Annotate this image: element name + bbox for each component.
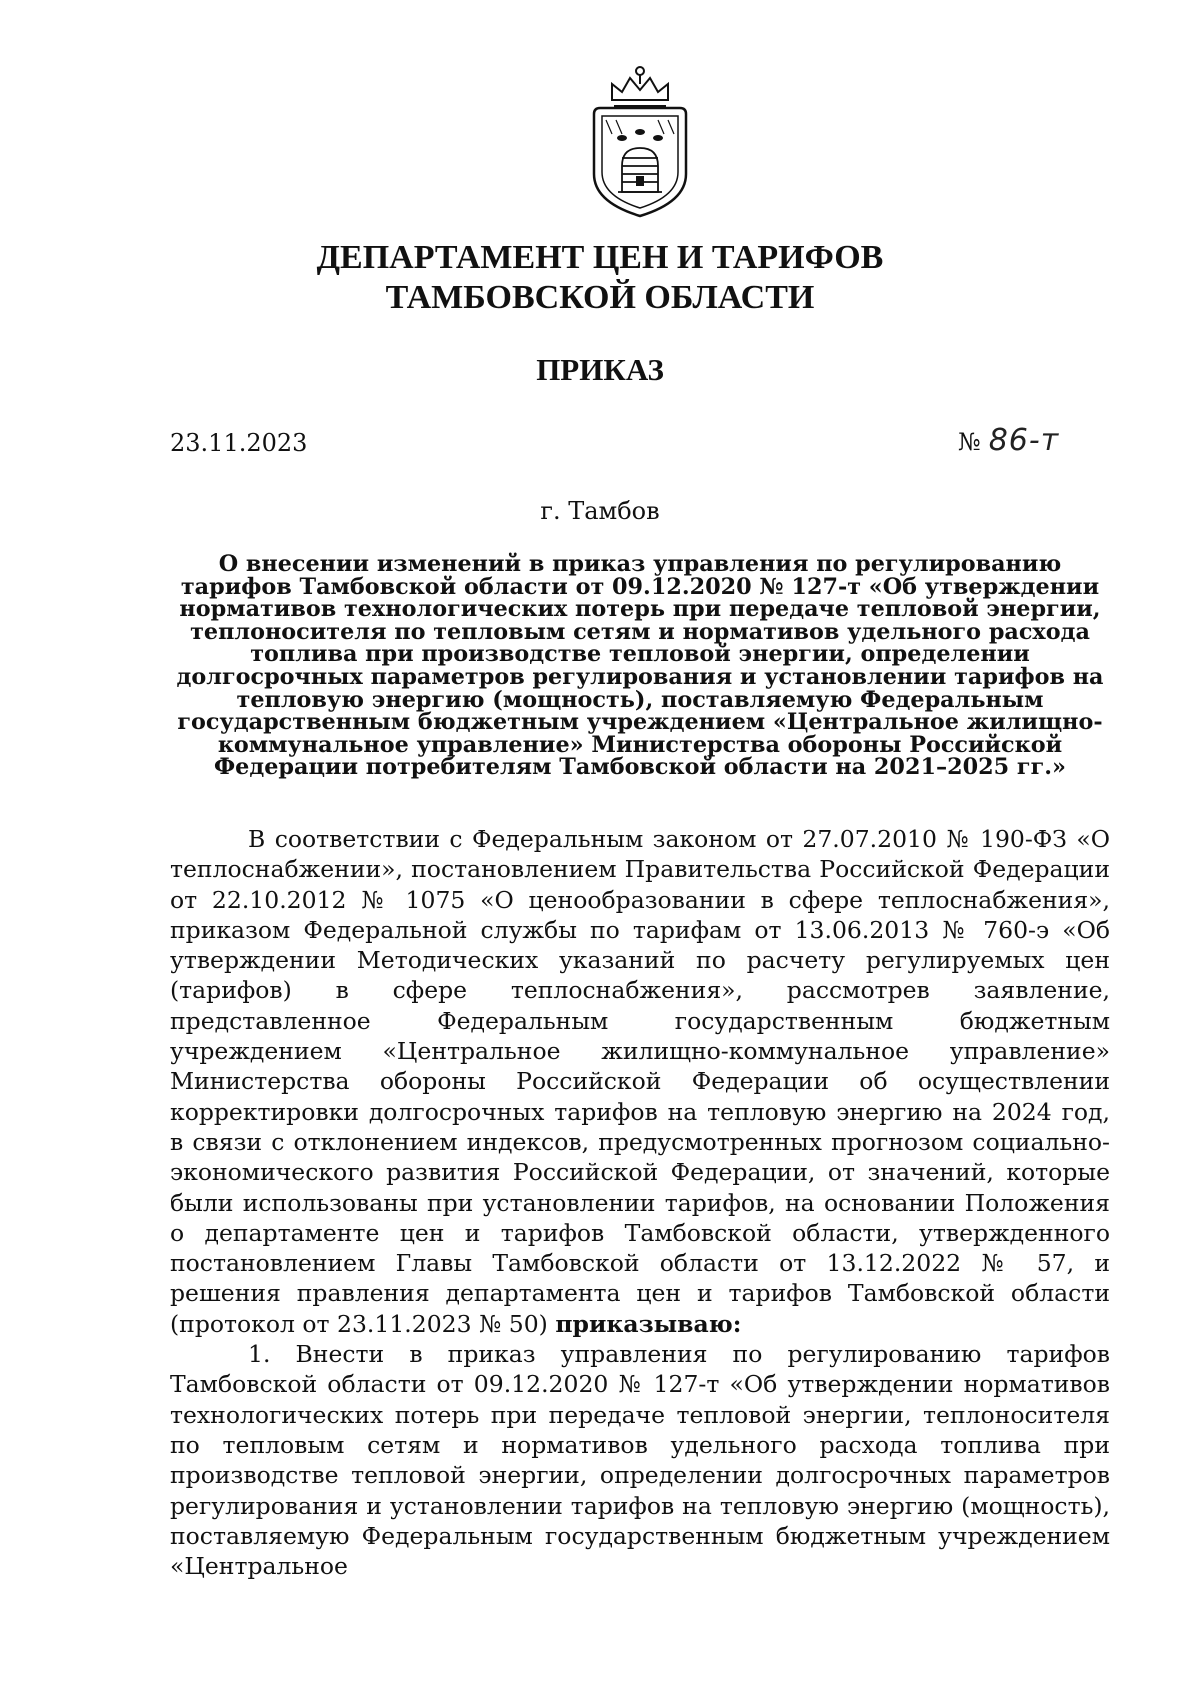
item-1-paragraph: 1. Внести в приказ управления по регулированию тарифов Тамбовской области от 09.12.2020 № 127-т «Об утверждении нормативов технологических потерь при передаче тепловой энергии, теплоносителя по тепловым сетям и нормативов удельного расхода топлива при производстве тепловой энергии, определении долгосрочных параметров регулирования и установлении тарифов на тепловую энергию (мощность), поставляемую Федеральным государственным бюджетным учреждением «Центральное	[170, 1340, 1110, 1581]
coat-of-arms-icon	[582, 62, 698, 220]
order-word: приказываю:	[555, 1309, 742, 1338]
organization-name-line2: ТАМБОВСКОЙ ОБЛАСТИ	[385, 279, 815, 316]
organization-name-line1: ДЕПАРТАМЕНТ ЦЕН И ТАРИФОВ	[316, 239, 884, 276]
document-title: О внесении изменений в приказ управления по регулированию тарифов Тамбовской области от 09.12.2020 № 127-т «Об утверждении нормативов технологических потерь при передаче тепловой энергии, теплоносителя по тепловым сетям и нормативов удельного расхода топлива при производстве тепловой энергии, определении долгосрочных параметров регулирования и установлении тарифов на тепловую энергию (мощность), поставляемую Федеральным государственным бюджетным учреждением «Центральное жилищно-коммунальное управление» Министерства обороны Российской Федерации потребителям Тамбовской области на 2021–2025 гг.»	[176, 551, 1104, 781]
preamble-text: В соответствии с Федеральным законом от 27.07.2010 № 190-ФЗ «О теплоснабжении», постановлением Правительства Российской Федерации от 22.10.2012 № 1075 «О ценообразовании в сфере теплоснабжения», приказом Федеральной службы по тарифам от 13.06.2013 № 760-э «Об утверждении Методических указаний по расчету регулируемых цен (тарифов) в сфере теплоснабжения», рассмотрев заявление, представленное Федеральным государственным бюджетным учреждением «Центральное жилищно-коммунальное управление» Министерства обороны Российской Федерации об осуществлении корректировки долгосрочных тарифов на тепловую энергию на 2024 год, в связи с отклонением индексов, предусмотренных прогнозом социально-экономического развития Российской Федерации, от значений, которые были использованы при установлении тарифов, на основании Положения о департаменте цен и тарифов Тамбовской области, утвержденного постановлением Главы Тамбовской области от 13.12.2022 № 57, и решения правления департамента цен и тарифов Тамбовской области (протокол от 23.11.2023 № 50)	[170, 825, 1110, 1338]
handwritten-number: 86-т	[988, 423, 1060, 458]
number-prefix: №	[958, 428, 981, 456]
document-city: г. Тамбов	[540, 497, 660, 525]
document-date: 23.11.2023	[170, 429, 308, 457]
preamble-paragraph	[170, 824, 1110, 1339]
document-body	[170, 824, 1110, 1581]
organization-name	[0, 238, 1200, 318]
document-type: ПРИКАЗ	[536, 352, 664, 387]
document-number	[958, 424, 1059, 459]
